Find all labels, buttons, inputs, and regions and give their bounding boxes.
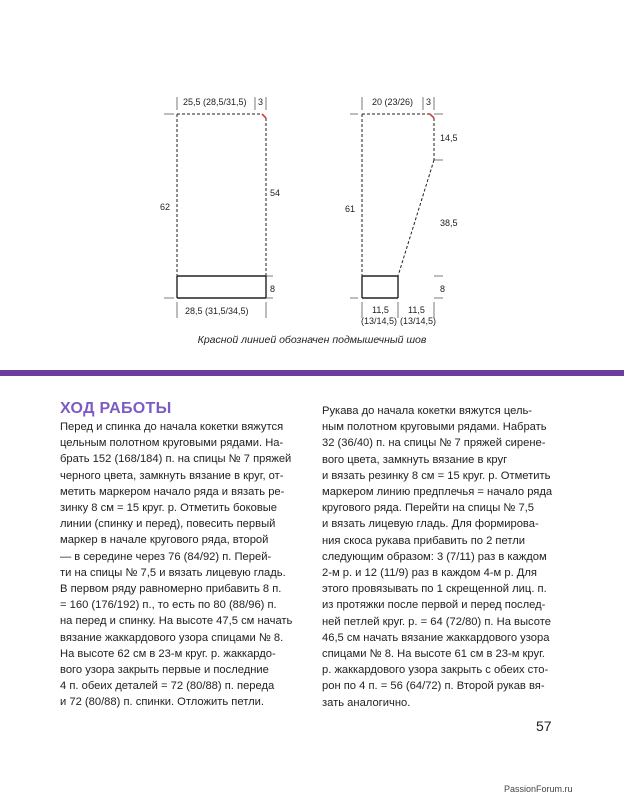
- instructions-body-text: Перед и спинка до начала кокетки вяжутся цельным полотном круговыми рядами. На- брать 152 (168/184) п. на спицы № 7 пряжей черного цвета, замкнуть вязание в круг, от- метить маркером начало ряда и вязать ре- зинку 8 см = 15 круг. р. Отметить боковые линии (спинку и перед), повесить первый маркер в начале кругового ряда, второй — в середине через 76 (84/92) п. Перей- ти на спицы № 7,5 и вязать лицевую гладь. В первом ряду равномерно прибавить 8 п. = 160 (176/192) п., то есть по 80 (88/96) п. на перед и спинку. На высоте 47,5 см начать вязание жаккардового узора спицами № 8. На высоте 62 см в 23-м круг. р. жаккардо- вого узора закрыть первые и последние 4 п. обеих деталей = 72 (80/88) п. переда и 72 (80/88) п. спинки. Отложить петли.: [60, 421, 293, 709]
- underarm-mark: [262, 114, 266, 118]
- sleeve-bottom-right: 11,5: [408, 305, 425, 315]
- section-heading: ХОД РАБОТЫ: [60, 400, 172, 417]
- sleeve-schematic: [350, 97, 446, 318]
- sleeve-bottom-left-sizes: (13/14,5): [361, 316, 398, 326]
- sleeve-cuff-height: 8: [440, 284, 446, 294]
- sleeve-taper-height: 38,5: [440, 218, 458, 228]
- page-number: 57: [536, 718, 552, 734]
- diagram-caption: Красной линией обозначен подмышечный шов: [197, 334, 427, 346]
- knitting-schematic: [0, 0, 624, 330]
- section-divider: [0, 370, 624, 376]
- body-rib-height: 8: [270, 284, 276, 294]
- body-bottom-width: 28,5 (31,5/34,5): [185, 306, 249, 316]
- sleeve-underarm-mark: [430, 114, 434, 118]
- sleeve-top-width: 20 (23/26): [372, 97, 414, 107]
- sleeve-top-side: 3: [426, 97, 432, 107]
- body-upper-height: 54: [270, 188, 281, 198]
- sleeve-total-height: 61: [345, 204, 356, 214]
- instructions-sleeve-text: Рукава до начала кокетки вяжутся цель- ным полотном круговыми рядами. Набрать 32 (36/40) п. на спицы № 7 пряжей сирене- вого цвета, замкнуть вязание в круг и вязать резинку 8 см = 15 круг. р. Отметить маркером линию предплечья = начало ряда кругового ряда. Перейти на спицы № 7,5 и вязать лицевую гладь. Для формирова- ния скоса рукава прибавить по 2 петли следующим образом: 3 (7/11) раз в каждом 2-м р. и 12 (11/9) раз в каждом 4-м р. Для этого провязывать по 1 скрещенной лиц. п. из протяжки после первой и перед послед- ней петлей круг. р. = 64 (72/80) п. На высоте 46,5 см начать вязание жаккардового узора спицами № 8. На высоте 61 см в 23-м круг. р. жаккардового узора закрыть с обеих сто- рон по 4 п. = 56 (64/72) п. Второй рукав вя- зать аналогично.: [322, 405, 553, 709]
- watermark: PassionForum.ru: [504, 784, 573, 794]
- sleeve-bottom-left: 11,5: [372, 305, 389, 315]
- sleeve-bottom-right-sizes: (13/14,5): [400, 316, 437, 326]
- body-total-height: 62: [160, 202, 171, 212]
- sleeve-upper-straight: 14,5: [440, 133, 458, 143]
- body-top-side: 3: [258, 97, 264, 107]
- body-top-width: 25,5 (28,5/31,5): [183, 97, 247, 107]
